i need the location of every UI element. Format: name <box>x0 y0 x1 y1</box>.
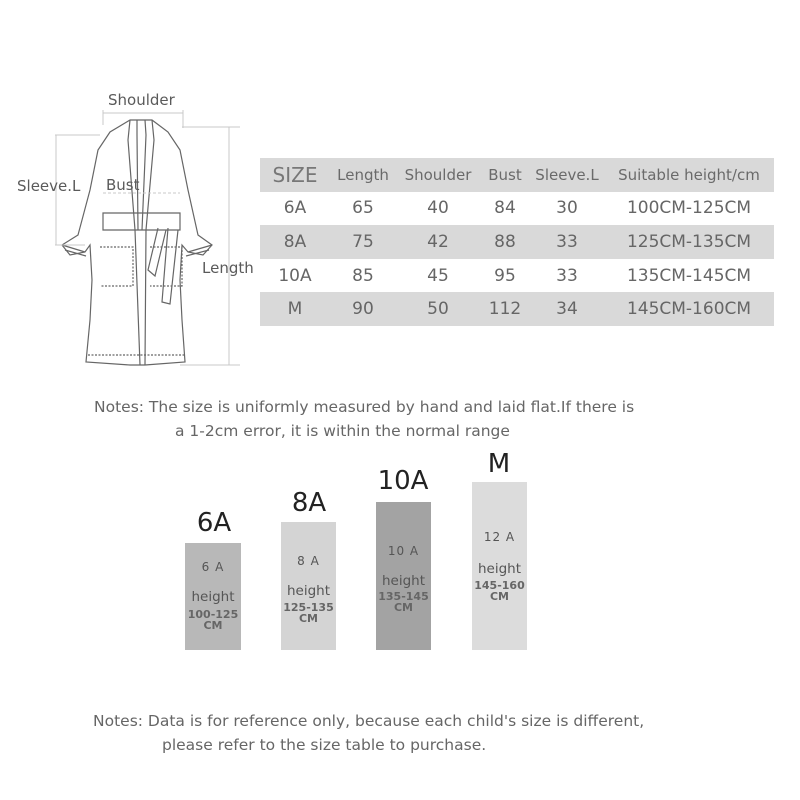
cell-bust: 95 <box>494 265 516 286</box>
header-height: Suitable height/cm <box>604 158 774 192</box>
size-bar-m <box>472 482 527 650</box>
cell-bust: 112 <box>480 292 530 326</box>
cell-sleeve: 34 <box>530 292 604 326</box>
bar-code: 8 A <box>297 554 320 568</box>
cell-height: 145CM-160CM <box>604 292 774 326</box>
label-sleeve: Sleeve.L <box>17 177 81 195</box>
header-sleeve: Sleeve.L <box>530 158 604 192</box>
header-bust: Bust <box>480 158 530 192</box>
bar-height-unit: CM <box>489 590 510 603</box>
table-row <box>260 292 774 326</box>
size-bar-8a <box>281 522 336 650</box>
measurement-note-line2: a 1-2cm error, it is within the normal range <box>175 422 510 440</box>
cell-shoulder: 50 <box>396 292 480 326</box>
bar-height-unit: CM <box>203 619 223 632</box>
cell-shoulder: 42 <box>396 225 480 259</box>
header-length: Length <box>330 158 396 192</box>
bar-code: 10 A <box>387 544 420 558</box>
cell-size: M <box>260 292 330 326</box>
bar-title-m: M <box>487 449 511 479</box>
header-shoulder: Shoulder <box>396 158 480 192</box>
cell-length: 65 <box>352 198 374 219</box>
bar-height-word: height <box>191 589 235 605</box>
table-header-row <box>260 158 774 192</box>
cell-sleeve: 33 <box>530 225 604 259</box>
label-bust: Bust <box>106 176 140 194</box>
label-shoulder: Shoulder <box>108 91 175 109</box>
bar-height-word: height <box>477 561 522 577</box>
bar-title-10a: 10A <box>377 466 429 496</box>
size-bar-6a <box>185 543 241 650</box>
cell-size: 8A <box>260 225 330 259</box>
bar-height-unit: CM <box>298 612 319 625</box>
bar-height-range: 135-145 <box>378 590 429 603</box>
measurement-note-line1: Notes: The size is uniformly measured by hand and laid flat.If there is <box>94 398 635 416</box>
cell-length: 85 <box>352 265 374 286</box>
cell-height: 135CM-145CM <box>626 265 752 286</box>
cell-length: 75 <box>330 225 396 259</box>
cell-bust: 84 <box>494 198 516 219</box>
bar-height-range: 100-125 <box>187 608 239 621</box>
bathrobe-icon <box>0 80 270 380</box>
cell-height: 125CM-135CM <box>604 225 774 259</box>
cell-height: 100CM-125CM <box>626 198 752 219</box>
reference-note-line1: Notes: Data is for reference only, because each child's size is different, <box>93 712 645 730</box>
cell-sleeve: 30 <box>556 198 578 219</box>
table-row <box>260 225 774 259</box>
bar-height-unit: CM <box>393 601 414 614</box>
cell-shoulder: 40 <box>427 198 449 219</box>
cell-length: 90 <box>330 292 396 326</box>
bar-title-8a: 8A <box>291 488 327 518</box>
cell-size: 10A <box>278 265 312 286</box>
cell-size: 6A <box>283 198 307 219</box>
size-table <box>260 158 774 326</box>
reference-note-line2: please refer to the size table to purchase. <box>162 736 487 754</box>
cell-bust: 88 <box>480 225 530 259</box>
bar-height-range: 145-160 <box>474 579 525 592</box>
bar-height-word: height <box>381 573 426 589</box>
robe-diagram <box>0 80 270 380</box>
table-row <box>260 259 774 293</box>
bar-height-word: height <box>286 583 331 599</box>
label-length: Length <box>202 259 254 277</box>
table-row <box>260 192 774 226</box>
cell-sleeve: 33 <box>556 265 578 286</box>
bar-height-range: 125-135 <box>283 601 334 614</box>
size-bar-10a <box>376 502 431 650</box>
bar-code: 6 A <box>201 560 225 574</box>
header-size: SIZE <box>260 158 330 192</box>
bar-title-6a: 6A <box>196 508 232 538</box>
cell-shoulder: 45 <box>427 265 449 286</box>
bar-code: 12 A <box>483 530 516 544</box>
